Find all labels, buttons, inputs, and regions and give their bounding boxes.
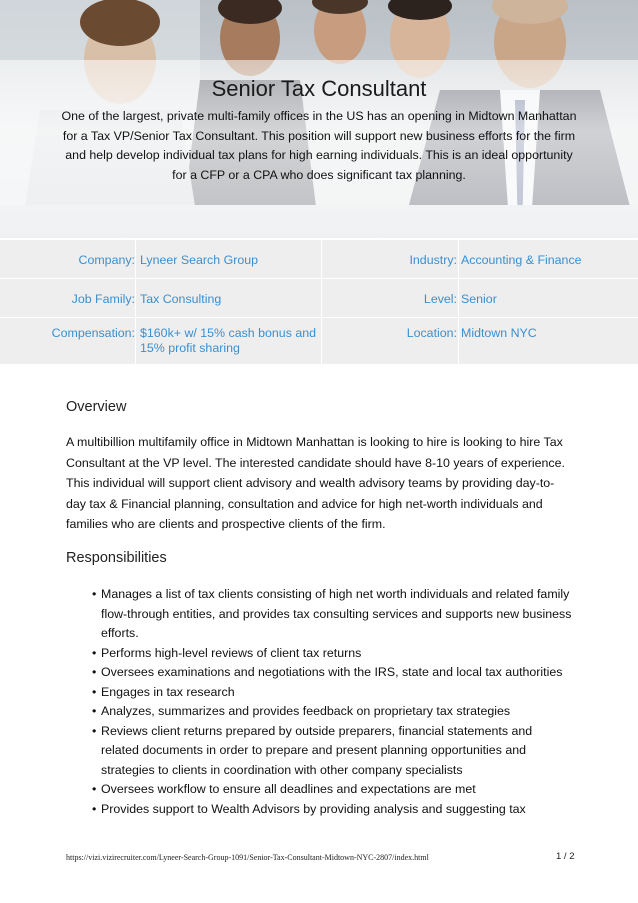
list-item [92,702,572,722]
details-row-company [0,240,638,278]
level-label: Level: [423,292,457,306]
page-number: 1 / 2 [556,851,575,862]
column-divider [321,318,322,364]
compensation-label: Compensation: [51,326,135,340]
responsibilities-heading: Responsibilities [66,550,167,566]
list-item [92,800,572,820]
bullet: • [92,645,97,660]
list-item [92,585,572,644]
list-item [92,683,572,703]
page-title: Senior Tax Consultant [211,76,427,101]
bullet: • [92,587,97,601]
list-item [92,780,572,800]
hero-banner [0,0,638,238]
list-item-text: Engages in tax research [101,684,235,699]
job-summary: One of the largest, private multi-family offices in the US has an opening in Midtown Manhattan for a Tax VP/Senior Tax Consultant. This position will support new business efforts for the firm and help develop individual tax plans for high earning individuals. This is an ideal opportunity for a CFP or a CPA who does significant tax planning. [61,109,577,182]
column-divider [458,279,459,317]
list-item [92,663,572,683]
details-row-compensation [0,318,638,364]
industry-label: Industry: [409,253,457,267]
column-divider [458,318,459,364]
bullet: • [92,801,97,816]
compensation-value: $160k+ w/ 15% cash bonus and 15% profit sharing [140,326,317,355]
location-label: Location: [406,326,457,340]
list-item-text: Oversees examinations and negotiations with the IRS, state and local tax authorities [101,665,563,679]
overview-text: A multibillion multifamily office in Midtown Manhattan is looking to hire is looking to hire Tax Consultant at the VP level. The interested candidate should have 8-10 years of experience. This individual will support client advisory and wealth advisory teams by providing day-to-day tax & Financial planning, consultation and advice for high net-worth individuals and families who are clients and prospective clients of the firm. [66,435,565,531]
list-item [92,722,572,781]
bullet: • [92,723,97,738]
column-divider [458,240,459,278]
location-value: Midtown NYC [461,326,537,340]
list-item-text: Analyzes, summarizes and provides feedback on proprietary tax strategies [101,704,511,718]
responsibilities-list [92,585,572,819]
overview-heading: Overview [66,399,127,415]
column-divider [135,318,136,364]
bullet: • [92,704,97,718]
job-family-label: Job Family: [71,292,135,306]
job-family-value: Tax Consulting [140,292,222,306]
footer-url: https://vizi.vizirecruiter.com/Lyneer-Search-Group-1091/Senior-Tax-Consultant-Midtown-NYC-2807/index.html [66,853,429,862]
list-item-text: Manages a list of tax clients consisting of high net worth individuals and related family flow-through entities, and provides tax consulting services and supports new business efforts. [101,587,572,640]
level-value: Senior [461,292,497,306]
bullet: • [92,665,97,679]
column-divider [135,279,136,317]
details-row-job-family [0,279,638,317]
list-item [92,644,572,664]
list-item-text: Reviews client returns prepared by outside preparers, financial statements and related documents in order to prepare and present planning opportunities and strategies to clients in coordination with other company specialists [101,723,533,777]
company-value: Lyneer Search Group [140,253,259,267]
list-item-text: Provides support to Wealth Advisors by providing analysis and suggesting tax [101,801,526,816]
list-item-text: Oversees workflow to ensure all deadlines and expectations are met [101,782,476,796]
column-divider [135,240,136,278]
list-item-text: Performs high-level reviews of client tax returns [101,645,362,660]
company-label: Company: [78,253,135,267]
industry-value: Accounting & Finance [461,253,582,267]
job-details-table [0,238,638,365]
bullet: • [92,684,97,699]
bullet: • [92,782,97,796]
